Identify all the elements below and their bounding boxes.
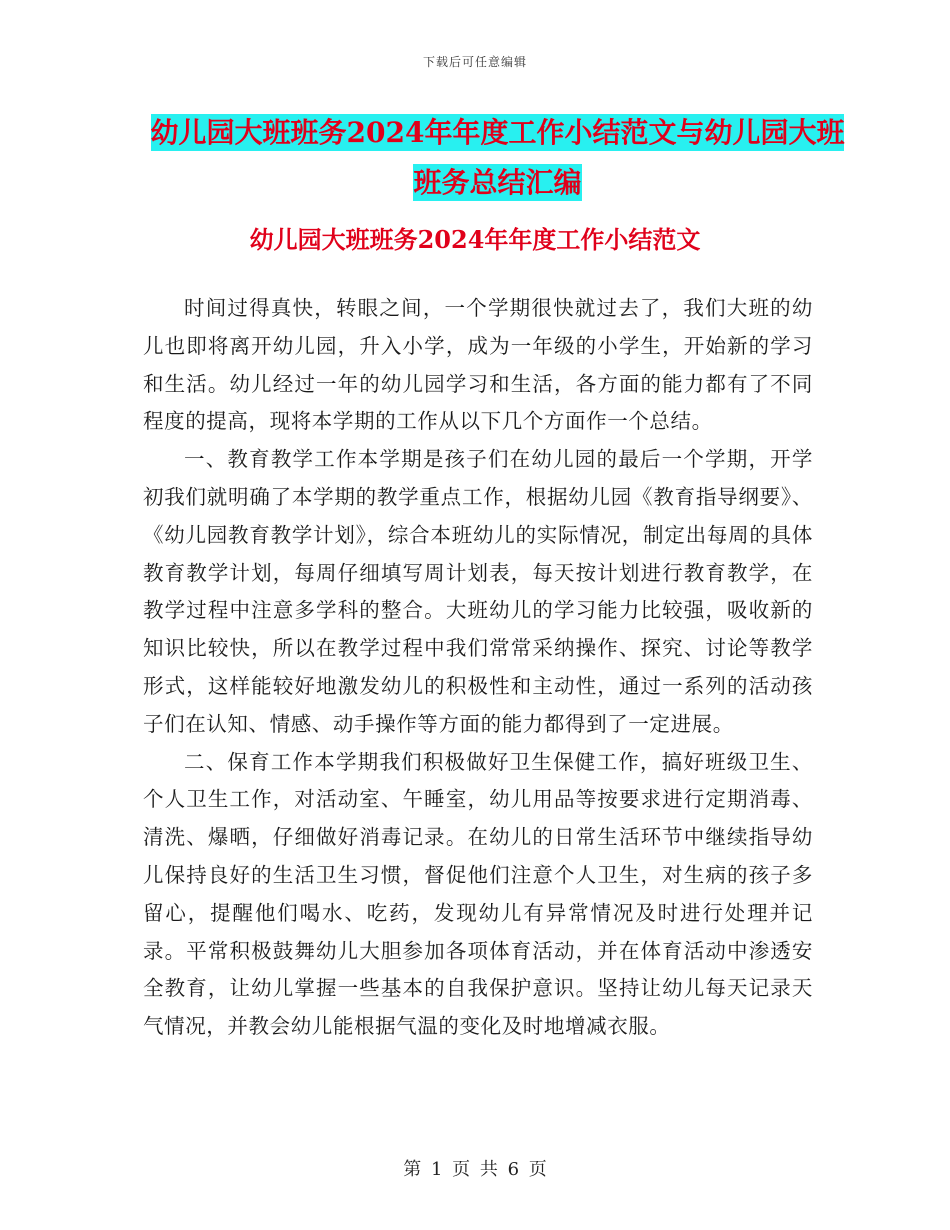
section-title: 幼儿园大班班务2024年年度工作小结范文 — [249, 225, 701, 254]
document-title — [140, 108, 855, 208]
page-footer: 第 1 页 共 6 页 — [403, 1159, 547, 1180]
paragraph-intro: 时间过得真快，转眼之间，一个学期很快就过去了，我们大班的幼儿也即将离开幼儿园，升入小学，成为一年级的小学生，开始新的学习和生活。幼儿经过一年的幼儿园学习和生活，各方面的能力都有了不同程度的提高，现将本学期的工作从以下几个方面作一个总结。 — [143, 296, 813, 434]
body-text — [143, 290, 813, 1046]
paragraph-care: 二、保育工作本学期我们积极做好卫生保健工作，搞好班级卫生、个人卫生工作，对活动室、午睡室，幼儿用品等按要求进行定期消毒、清洗、爆晒，仔细做好消毒记录。在幼儿的日常生活环节中继续指导幼儿保持良好的生活卫生习惯，督促他们注意个人卫生，对生病的孩子多留心，提醒他们喝水、吃药，发现幼儿有异常情况及时进行处理并记录。平常积极鼓舞幼儿大胆参加各项体育活动，并在体育活动中渗透安全教育，让幼儿掌握一些基本的自我保护意识。坚持让幼儿每天记录天气情况，并教会幼儿能根据气温的变化及时地增减衣服。 — [143, 749, 813, 1039]
paragraph-teaching: 一、教育教学工作本学期是孩子们在幼儿园的最后一个学期，开学初我们就明确了本学期的教学重点工作，根据幼儿园《教育指导纲要》、《幼儿园教育教学计划》，综合本班幼儿的实际情况，制定出每周的具体教育教学计划，每周仔细填写周计划表，每天按计划进行教育教学，在教学过程中注意多学科的整合。大班幼儿的学习能力比较强，吸收新的知识比较快，所以在教学过程中我们常常采纳操作、探究、讨论等教学形式，这样能较好地激发幼儿的积极性和主动性，通过一系列的活动孩子们在认知、情感、动手操作等方面的能力都得到了一定进展。 — [143, 447, 813, 736]
header-note: 下载后可任意编辑 — [422, 55, 527, 69]
document-title-text: 幼儿园大班班务2024年年度工作小结范文与幼儿园大班班务总结汇编 — [150, 116, 845, 199]
